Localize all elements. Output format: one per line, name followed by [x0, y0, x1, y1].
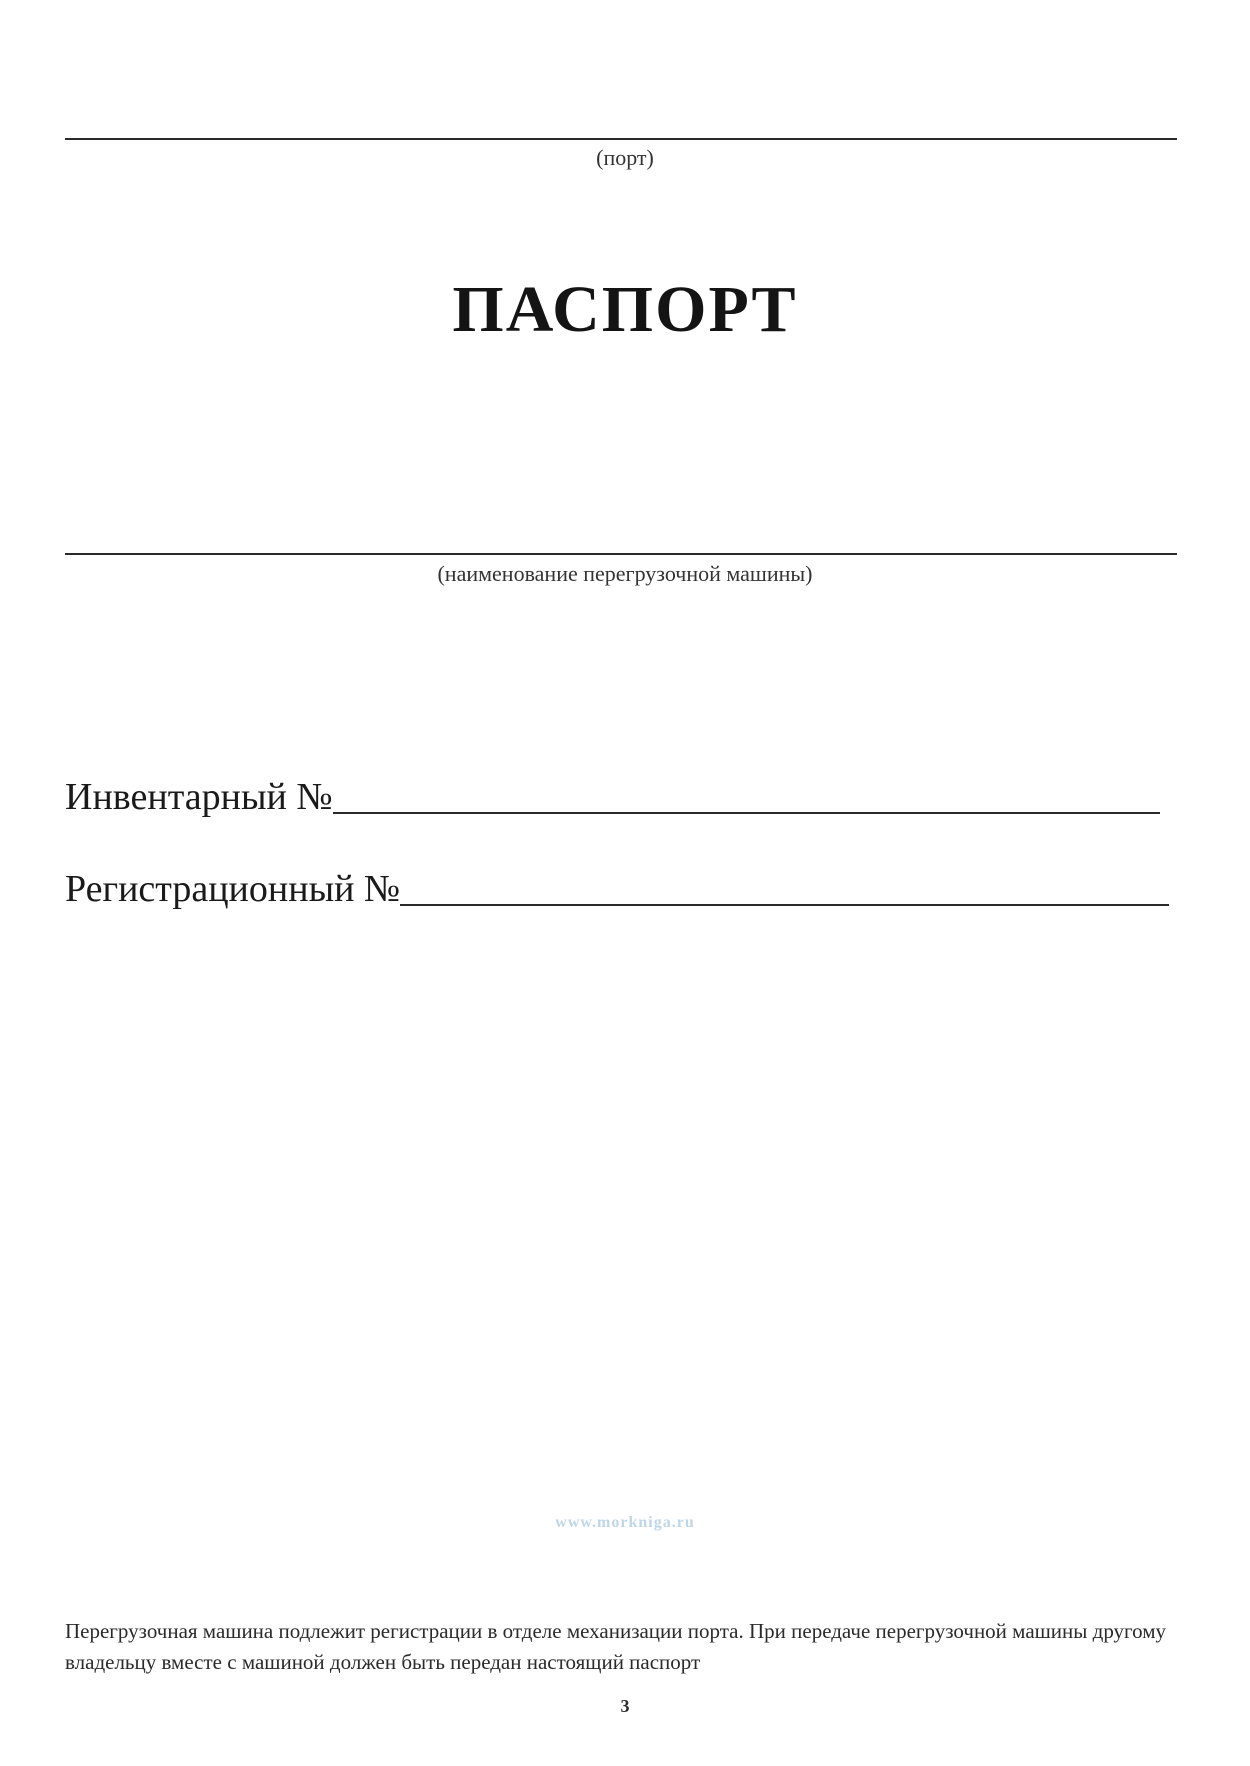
- registration-number-field: [65, 862, 1169, 912]
- inventory-number-blank: [333, 811, 1160, 814]
- registration-number-blank: [400, 903, 1169, 906]
- watermark: www.morkniga.ru: [555, 1514, 695, 1531]
- machine-name-blank-line: [65, 553, 1177, 555]
- machine-name-caption: (наименование перегрузочной машины): [437, 561, 813, 586]
- page-number: 3: [620, 1696, 630, 1716]
- footer-note: Перегрузочная машина подлежит регистрации в отделе механизации порта. При передаче перегрузочной машины другому владельцу вместе с машиной должен быть передан настоящий паспорт: [65, 1619, 1167, 1674]
- inventory-number-field: [65, 770, 1160, 820]
- port-caption: (порт): [596, 145, 654, 170]
- registration-number-label: Регистрационный №: [65, 868, 401, 910]
- inventory-number-label: Инвентарный №: [65, 776, 333, 818]
- port-blank-line: [65, 138, 1177, 140]
- document-title: ПАСПОРТ: [452, 273, 798, 346]
